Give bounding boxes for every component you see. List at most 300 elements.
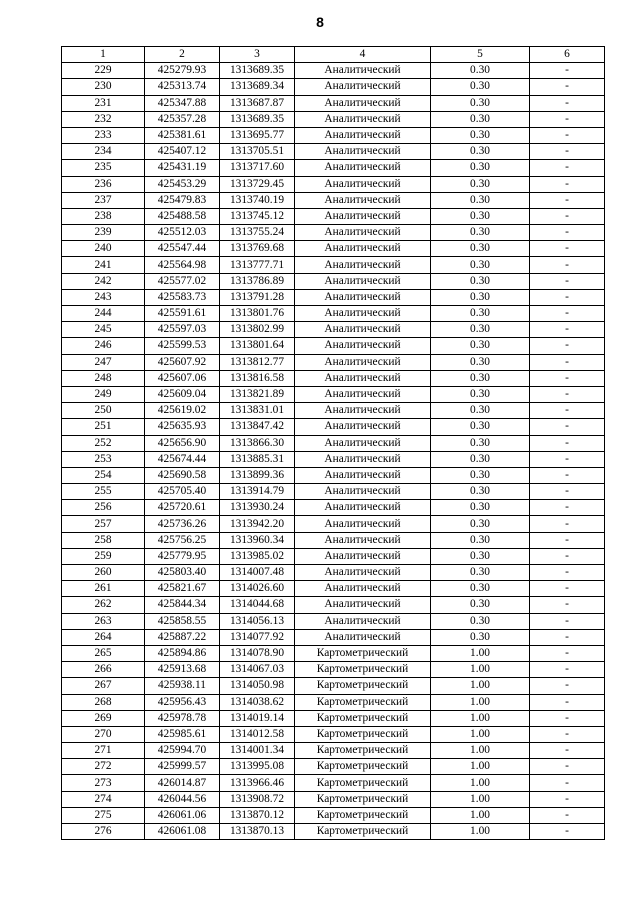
point-number-cell: 237 (62, 192, 145, 208)
point-number-cell: 254 (62, 467, 145, 483)
table-row (62, 338, 605, 354)
point-number-cell: 233 (62, 127, 145, 143)
accuracy-cell: 0.30 (431, 322, 530, 338)
method-cell: Аналитический (295, 289, 431, 305)
coordinate-x-cell: 425978.78 (145, 710, 220, 726)
note-cell: - (530, 694, 605, 710)
point-number-cell: 255 (62, 484, 145, 500)
coordinate-x-cell: 426061.08 (145, 824, 220, 840)
method-cell: Аналитический (295, 419, 431, 435)
coordinate-x-cell: 425705.40 (145, 484, 220, 500)
method-cell: Аналитический (295, 257, 431, 273)
accuracy-cell: 0.30 (431, 306, 530, 322)
accuracy-cell: 1.00 (431, 662, 530, 678)
accuracy-cell: 1.00 (431, 775, 530, 791)
method-cell: Аналитический (295, 613, 431, 629)
method-cell: Аналитический (295, 629, 431, 645)
table-row (62, 791, 605, 807)
coordinate-x-cell: 425583.73 (145, 289, 220, 305)
coordinate-y-cell: 1313689.34 (220, 79, 295, 95)
coordinate-x-cell: 425607.92 (145, 354, 220, 370)
coordinate-y-cell: 1314012.58 (220, 726, 295, 742)
accuracy-cell: 0.30 (431, 289, 530, 305)
accuracy-cell: 1.00 (431, 678, 530, 694)
method-cell: Аналитический (295, 370, 431, 386)
coordinate-y-cell: 1313740.19 (220, 192, 295, 208)
coordinate-y-cell: 1313995.08 (220, 759, 295, 775)
table-row (62, 645, 605, 661)
coordinate-y-cell: 1314077.92 (220, 629, 295, 645)
coordinate-x-cell: 425609.04 (145, 386, 220, 402)
note-cell: - (530, 111, 605, 127)
coordinate-x-cell: 425512.03 (145, 225, 220, 241)
point-number-cell: 249 (62, 386, 145, 402)
table-row (62, 111, 605, 127)
point-number-cell: 267 (62, 678, 145, 694)
table-row (62, 354, 605, 370)
method-cell: Аналитический (295, 597, 431, 613)
table-row (62, 548, 605, 564)
method-cell: Аналитический (295, 484, 431, 500)
method-cell: Аналитический (295, 516, 431, 532)
accuracy-cell: 1.00 (431, 743, 530, 759)
coordinate-y-cell: 1313985.02 (220, 548, 295, 564)
point-number-cell: 265 (62, 645, 145, 661)
coordinate-y-cell: 1313942.20 (220, 516, 295, 532)
method-cell: Аналитический (295, 63, 431, 79)
coordinate-y-cell: 1313885.31 (220, 451, 295, 467)
accuracy-cell: 0.30 (431, 241, 530, 257)
point-number-cell: 235 (62, 160, 145, 176)
coordinate-x-cell: 425381.61 (145, 127, 220, 143)
note-cell: - (530, 807, 605, 823)
method-cell: Аналитический (295, 386, 431, 402)
coordinate-y-cell: 1314038.62 (220, 694, 295, 710)
note-cell: - (530, 435, 605, 451)
method-cell: Картометрический (295, 662, 431, 678)
coordinate-x-cell: 425591.61 (145, 306, 220, 322)
accuracy-cell: 0.30 (431, 225, 530, 241)
point-number-cell: 245 (62, 322, 145, 338)
point-number-cell: 272 (62, 759, 145, 775)
note-cell: - (530, 63, 605, 79)
point-number-cell: 262 (62, 597, 145, 613)
note-cell: - (530, 257, 605, 273)
table-row (62, 289, 605, 305)
point-number-cell: 259 (62, 548, 145, 564)
table-row (62, 597, 605, 613)
note-cell: - (530, 710, 605, 726)
coordinate-y-cell: 1313812.77 (220, 354, 295, 370)
method-cell: Аналитический (295, 176, 431, 192)
accuracy-cell: 0.30 (431, 629, 530, 645)
accuracy-cell: 0.30 (431, 338, 530, 354)
coordinate-y-cell: 1313689.35 (220, 111, 295, 127)
coordinate-y-cell: 1313870.12 (220, 807, 295, 823)
point-number-cell: 244 (62, 306, 145, 322)
accuracy-cell: 0.30 (431, 273, 530, 289)
method-cell: Аналитический (295, 273, 431, 289)
coordinate-y-cell: 1314044.68 (220, 597, 295, 613)
coordinate-y-cell: 1313899.36 (220, 467, 295, 483)
note-cell: - (530, 759, 605, 775)
method-cell: Аналитический (295, 354, 431, 370)
method-cell: Картометрический (295, 807, 431, 823)
coordinate-x-cell: 425999.57 (145, 759, 220, 775)
accuracy-cell: 0.30 (431, 467, 530, 483)
coordinate-y-cell: 1313930.24 (220, 500, 295, 516)
accuracy-cell: 0.30 (431, 451, 530, 467)
table-row (62, 386, 605, 402)
table-row (62, 63, 605, 79)
coordinate-x-cell: 425938.11 (145, 678, 220, 694)
table-row (62, 419, 605, 435)
method-cell: Аналитический (295, 225, 431, 241)
coordinate-x-cell: 425607.06 (145, 370, 220, 386)
note-cell: - (530, 160, 605, 176)
coordinate-y-cell: 1313717.60 (220, 160, 295, 176)
accuracy-cell: 0.30 (431, 565, 530, 581)
method-cell: Картометрический (295, 743, 431, 759)
point-number-cell: 240 (62, 241, 145, 257)
point-number-cell: 269 (62, 710, 145, 726)
note-cell: - (530, 791, 605, 807)
accuracy-cell: 0.30 (431, 160, 530, 176)
table-row (62, 403, 605, 419)
coordinate-x-cell: 425821.67 (145, 581, 220, 597)
coordinate-y-cell: 1313960.34 (220, 532, 295, 548)
coordinate-y-cell: 1313786.89 (220, 273, 295, 289)
coordinate-y-cell: 1313755.24 (220, 225, 295, 241)
point-number-cell: 275 (62, 807, 145, 823)
note-cell: - (530, 613, 605, 629)
note-cell: - (530, 273, 605, 289)
point-number-cell: 229 (62, 63, 145, 79)
accuracy-cell: 0.30 (431, 419, 530, 435)
coordinate-x-cell: 425488.58 (145, 208, 220, 224)
point-number-cell: 239 (62, 225, 145, 241)
accuracy-cell: 1.00 (431, 726, 530, 742)
method-cell: Картометрический (295, 791, 431, 807)
note-cell: - (530, 127, 605, 143)
coordinate-x-cell: 425720.61 (145, 500, 220, 516)
coordinate-y-cell: 1313831.01 (220, 403, 295, 419)
point-number-cell: 230 (62, 79, 145, 95)
point-number-cell: 238 (62, 208, 145, 224)
table-row (62, 160, 605, 176)
note-cell: - (530, 775, 605, 791)
table-row (62, 257, 605, 273)
point-number-cell: 234 (62, 144, 145, 160)
note-cell: - (530, 370, 605, 386)
point-number-cell: 243 (62, 289, 145, 305)
method-cell: Аналитический (295, 208, 431, 224)
coordinate-x-cell: 425756.25 (145, 532, 220, 548)
header-row (62, 47, 605, 63)
method-cell: Аналитический (295, 403, 431, 419)
coordinate-x-cell: 425674.44 (145, 451, 220, 467)
coordinate-x-cell: 425407.12 (145, 144, 220, 160)
table-row (62, 208, 605, 224)
method-cell: Аналитический (295, 306, 431, 322)
coordinate-y-cell: 1313802.99 (220, 322, 295, 338)
note-cell: - (530, 467, 605, 483)
accuracy-cell: 0.30 (431, 597, 530, 613)
method-cell: Аналитический (295, 581, 431, 597)
header-cell-1: 1 (62, 47, 145, 63)
coordinate-y-cell: 1313801.64 (220, 338, 295, 354)
coordinate-y-cell: 1314050.98 (220, 678, 295, 694)
coordinate-x-cell: 425803.40 (145, 565, 220, 581)
note-cell: - (530, 386, 605, 402)
coordinate-y-cell: 1313908.72 (220, 791, 295, 807)
coordinate-x-cell: 425736.26 (145, 516, 220, 532)
method-cell: Картометрический (295, 694, 431, 710)
accuracy-cell: 0.30 (431, 386, 530, 402)
coordinate-y-cell: 1314067.03 (220, 662, 295, 678)
method-cell: Аналитический (295, 467, 431, 483)
method-cell: Аналитический (295, 144, 431, 160)
note-cell: - (530, 678, 605, 694)
note-cell: - (530, 95, 605, 111)
table-row (62, 273, 605, 289)
note-cell: - (530, 208, 605, 224)
accuracy-cell: 1.00 (431, 807, 530, 823)
accuracy-cell: 0.30 (431, 613, 530, 629)
coordinate-y-cell: 1313769.68 (220, 241, 295, 257)
page-number: 8 (316, 14, 324, 30)
coordinate-x-cell: 425913.68 (145, 662, 220, 678)
coordinate-x-cell: 425479.83 (145, 192, 220, 208)
point-number-cell: 263 (62, 613, 145, 629)
accuracy-cell: 0.30 (431, 127, 530, 143)
coordinate-y-cell: 1313729.45 (220, 176, 295, 192)
method-cell: Аналитический (295, 95, 431, 111)
note-cell: - (530, 516, 605, 532)
point-number-cell: 260 (62, 565, 145, 581)
method-cell: Картометрический (295, 775, 431, 791)
coordinate-x-cell: 425547.44 (145, 241, 220, 257)
coordinate-y-cell: 1313791.28 (220, 289, 295, 305)
point-number-cell: 276 (62, 824, 145, 840)
note-cell: - (530, 581, 605, 597)
note-cell: - (530, 306, 605, 322)
method-cell: Аналитический (295, 192, 431, 208)
accuracy-cell: 0.30 (431, 257, 530, 273)
coordinate-x-cell: 425597.03 (145, 322, 220, 338)
method-cell: Картометрический (295, 678, 431, 694)
coordinate-x-cell: 425894.86 (145, 645, 220, 661)
point-number-cell: 236 (62, 176, 145, 192)
coordinate-x-cell: 425635.93 (145, 419, 220, 435)
coordinate-y-cell: 1313966.46 (220, 775, 295, 791)
coordinate-y-cell: 1313866.30 (220, 435, 295, 451)
coordinate-y-cell: 1313695.77 (220, 127, 295, 143)
note-cell: - (530, 629, 605, 645)
point-number-cell: 253 (62, 451, 145, 467)
note-cell: - (530, 743, 605, 759)
coordinate-y-cell: 1313816.58 (220, 370, 295, 386)
point-number-cell: 274 (62, 791, 145, 807)
point-number-cell: 232 (62, 111, 145, 127)
accuracy-cell: 0.30 (431, 144, 530, 160)
accuracy-cell: 0.30 (431, 192, 530, 208)
method-cell: Аналитический (295, 322, 431, 338)
table-row (62, 484, 605, 500)
accuracy-cell: 0.30 (431, 63, 530, 79)
method-cell: Аналитический (295, 79, 431, 95)
point-number-cell: 257 (62, 516, 145, 532)
accuracy-cell: 1.00 (431, 791, 530, 807)
method-cell: Аналитический (295, 500, 431, 516)
coordinate-y-cell: 1313847.42 (220, 419, 295, 435)
coordinate-x-cell: 425844.34 (145, 597, 220, 613)
method-cell: Аналитический (295, 338, 431, 354)
coordinate-x-cell: 425279.93 (145, 63, 220, 79)
accuracy-cell: 0.30 (431, 176, 530, 192)
table-row (62, 710, 605, 726)
coordinate-x-cell: 425887.22 (145, 629, 220, 645)
table-row (62, 192, 605, 208)
accuracy-cell: 0.30 (431, 208, 530, 224)
header-cell-2: 2 (145, 47, 220, 63)
note-cell: - (530, 548, 605, 564)
coordinate-x-cell: 425858.55 (145, 613, 220, 629)
coordinate-x-cell: 425347.88 (145, 95, 220, 111)
note-cell: - (530, 451, 605, 467)
note-cell: - (530, 645, 605, 661)
coordinate-x-cell: 425313.74 (145, 79, 220, 95)
point-number-cell: 247 (62, 354, 145, 370)
point-number-cell: 258 (62, 532, 145, 548)
method-cell: Аналитический (295, 565, 431, 581)
table-row (62, 95, 605, 111)
note-cell: - (530, 565, 605, 581)
coordinate-x-cell: 425656.90 (145, 435, 220, 451)
table-body (62, 63, 605, 840)
accuracy-cell: 1.00 (431, 824, 530, 840)
table-row (62, 144, 605, 160)
note-cell: - (530, 662, 605, 678)
coordinate-y-cell: 1314056.13 (220, 613, 295, 629)
table-row (62, 451, 605, 467)
coordinate-y-cell: 1314001.34 (220, 743, 295, 759)
coordinate-y-cell: 1313821.89 (220, 386, 295, 402)
table-row (62, 322, 605, 338)
accuracy-cell: 0.30 (431, 516, 530, 532)
point-number-cell: 246 (62, 338, 145, 354)
table-row (62, 759, 605, 775)
coordinate-x-cell: 425577.02 (145, 273, 220, 289)
note-cell: - (530, 176, 605, 192)
point-number-cell: 256 (62, 500, 145, 516)
table-row (62, 306, 605, 322)
point-number-cell: 268 (62, 694, 145, 710)
method-cell: Картометрический (295, 824, 431, 840)
coordinate-x-cell: 425619.02 (145, 403, 220, 419)
coordinate-y-cell: 1314026.60 (220, 581, 295, 597)
point-number-cell: 248 (62, 370, 145, 386)
header-cell-5: 5 (431, 47, 530, 63)
table-row (62, 694, 605, 710)
note-cell: - (530, 726, 605, 742)
coordinate-x-cell: 425357.28 (145, 111, 220, 127)
method-cell: Аналитический (295, 160, 431, 176)
method-cell: Картометрический (295, 710, 431, 726)
table-row (62, 743, 605, 759)
accuracy-cell: 1.00 (431, 710, 530, 726)
accuracy-cell: 0.30 (431, 370, 530, 386)
note-cell: - (530, 289, 605, 305)
table-row (62, 79, 605, 95)
coordinate-x-cell: 425599.53 (145, 338, 220, 354)
accuracy-cell: 0.30 (431, 500, 530, 516)
coordinate-y-cell: 1313914.79 (220, 484, 295, 500)
note-cell: - (530, 354, 605, 370)
note-cell: - (530, 225, 605, 241)
table-row (62, 629, 605, 645)
coordinate-y-cell: 1313745.12 (220, 208, 295, 224)
table-row (62, 824, 605, 840)
header-cell-3: 3 (220, 47, 295, 63)
point-number-cell: 261 (62, 581, 145, 597)
coordinate-x-cell: 425779.95 (145, 548, 220, 564)
point-number-cell: 270 (62, 726, 145, 742)
table-row (62, 613, 605, 629)
table-row (62, 467, 605, 483)
point-number-cell: 242 (62, 273, 145, 289)
coordinate-y-cell: 1314007.48 (220, 565, 295, 581)
table-row (62, 176, 605, 192)
note-cell: - (530, 322, 605, 338)
coordinate-y-cell: 1314019.14 (220, 710, 295, 726)
point-number-cell: 250 (62, 403, 145, 419)
coordinate-x-cell: 425985.61 (145, 726, 220, 742)
table-header (62, 47, 605, 63)
method-cell: Аналитический (295, 111, 431, 127)
note-cell: - (530, 144, 605, 160)
table-row (62, 565, 605, 581)
method-cell: Аналитический (295, 532, 431, 548)
method-cell: Аналитический (295, 548, 431, 564)
method-cell: Аналитический (295, 435, 431, 451)
coordinate-y-cell: 1313801.76 (220, 306, 295, 322)
table-row (62, 241, 605, 257)
accuracy-cell: 0.30 (431, 95, 530, 111)
point-number-cell: 252 (62, 435, 145, 451)
table-row (62, 807, 605, 823)
note-cell: - (530, 419, 605, 435)
accuracy-cell: 1.00 (431, 759, 530, 775)
note-cell: - (530, 241, 605, 257)
table-row (62, 516, 605, 532)
table-row (62, 726, 605, 742)
coordinate-y-cell: 1313689.35 (220, 63, 295, 79)
coordinate-x-cell: 425994.70 (145, 743, 220, 759)
point-number-cell: 241 (62, 257, 145, 273)
table-row (62, 532, 605, 548)
coordinate-y-cell: 1313777.71 (220, 257, 295, 273)
method-cell: Аналитический (295, 241, 431, 257)
header-cell-4: 4 (295, 47, 431, 63)
point-number-cell: 231 (62, 95, 145, 111)
note-cell: - (530, 403, 605, 419)
note-cell: - (530, 597, 605, 613)
method-cell: Аналитический (295, 127, 431, 143)
coordinate-y-cell: 1313705.51 (220, 144, 295, 160)
coordinate-x-cell: 426044.56 (145, 791, 220, 807)
point-number-cell: 264 (62, 629, 145, 645)
